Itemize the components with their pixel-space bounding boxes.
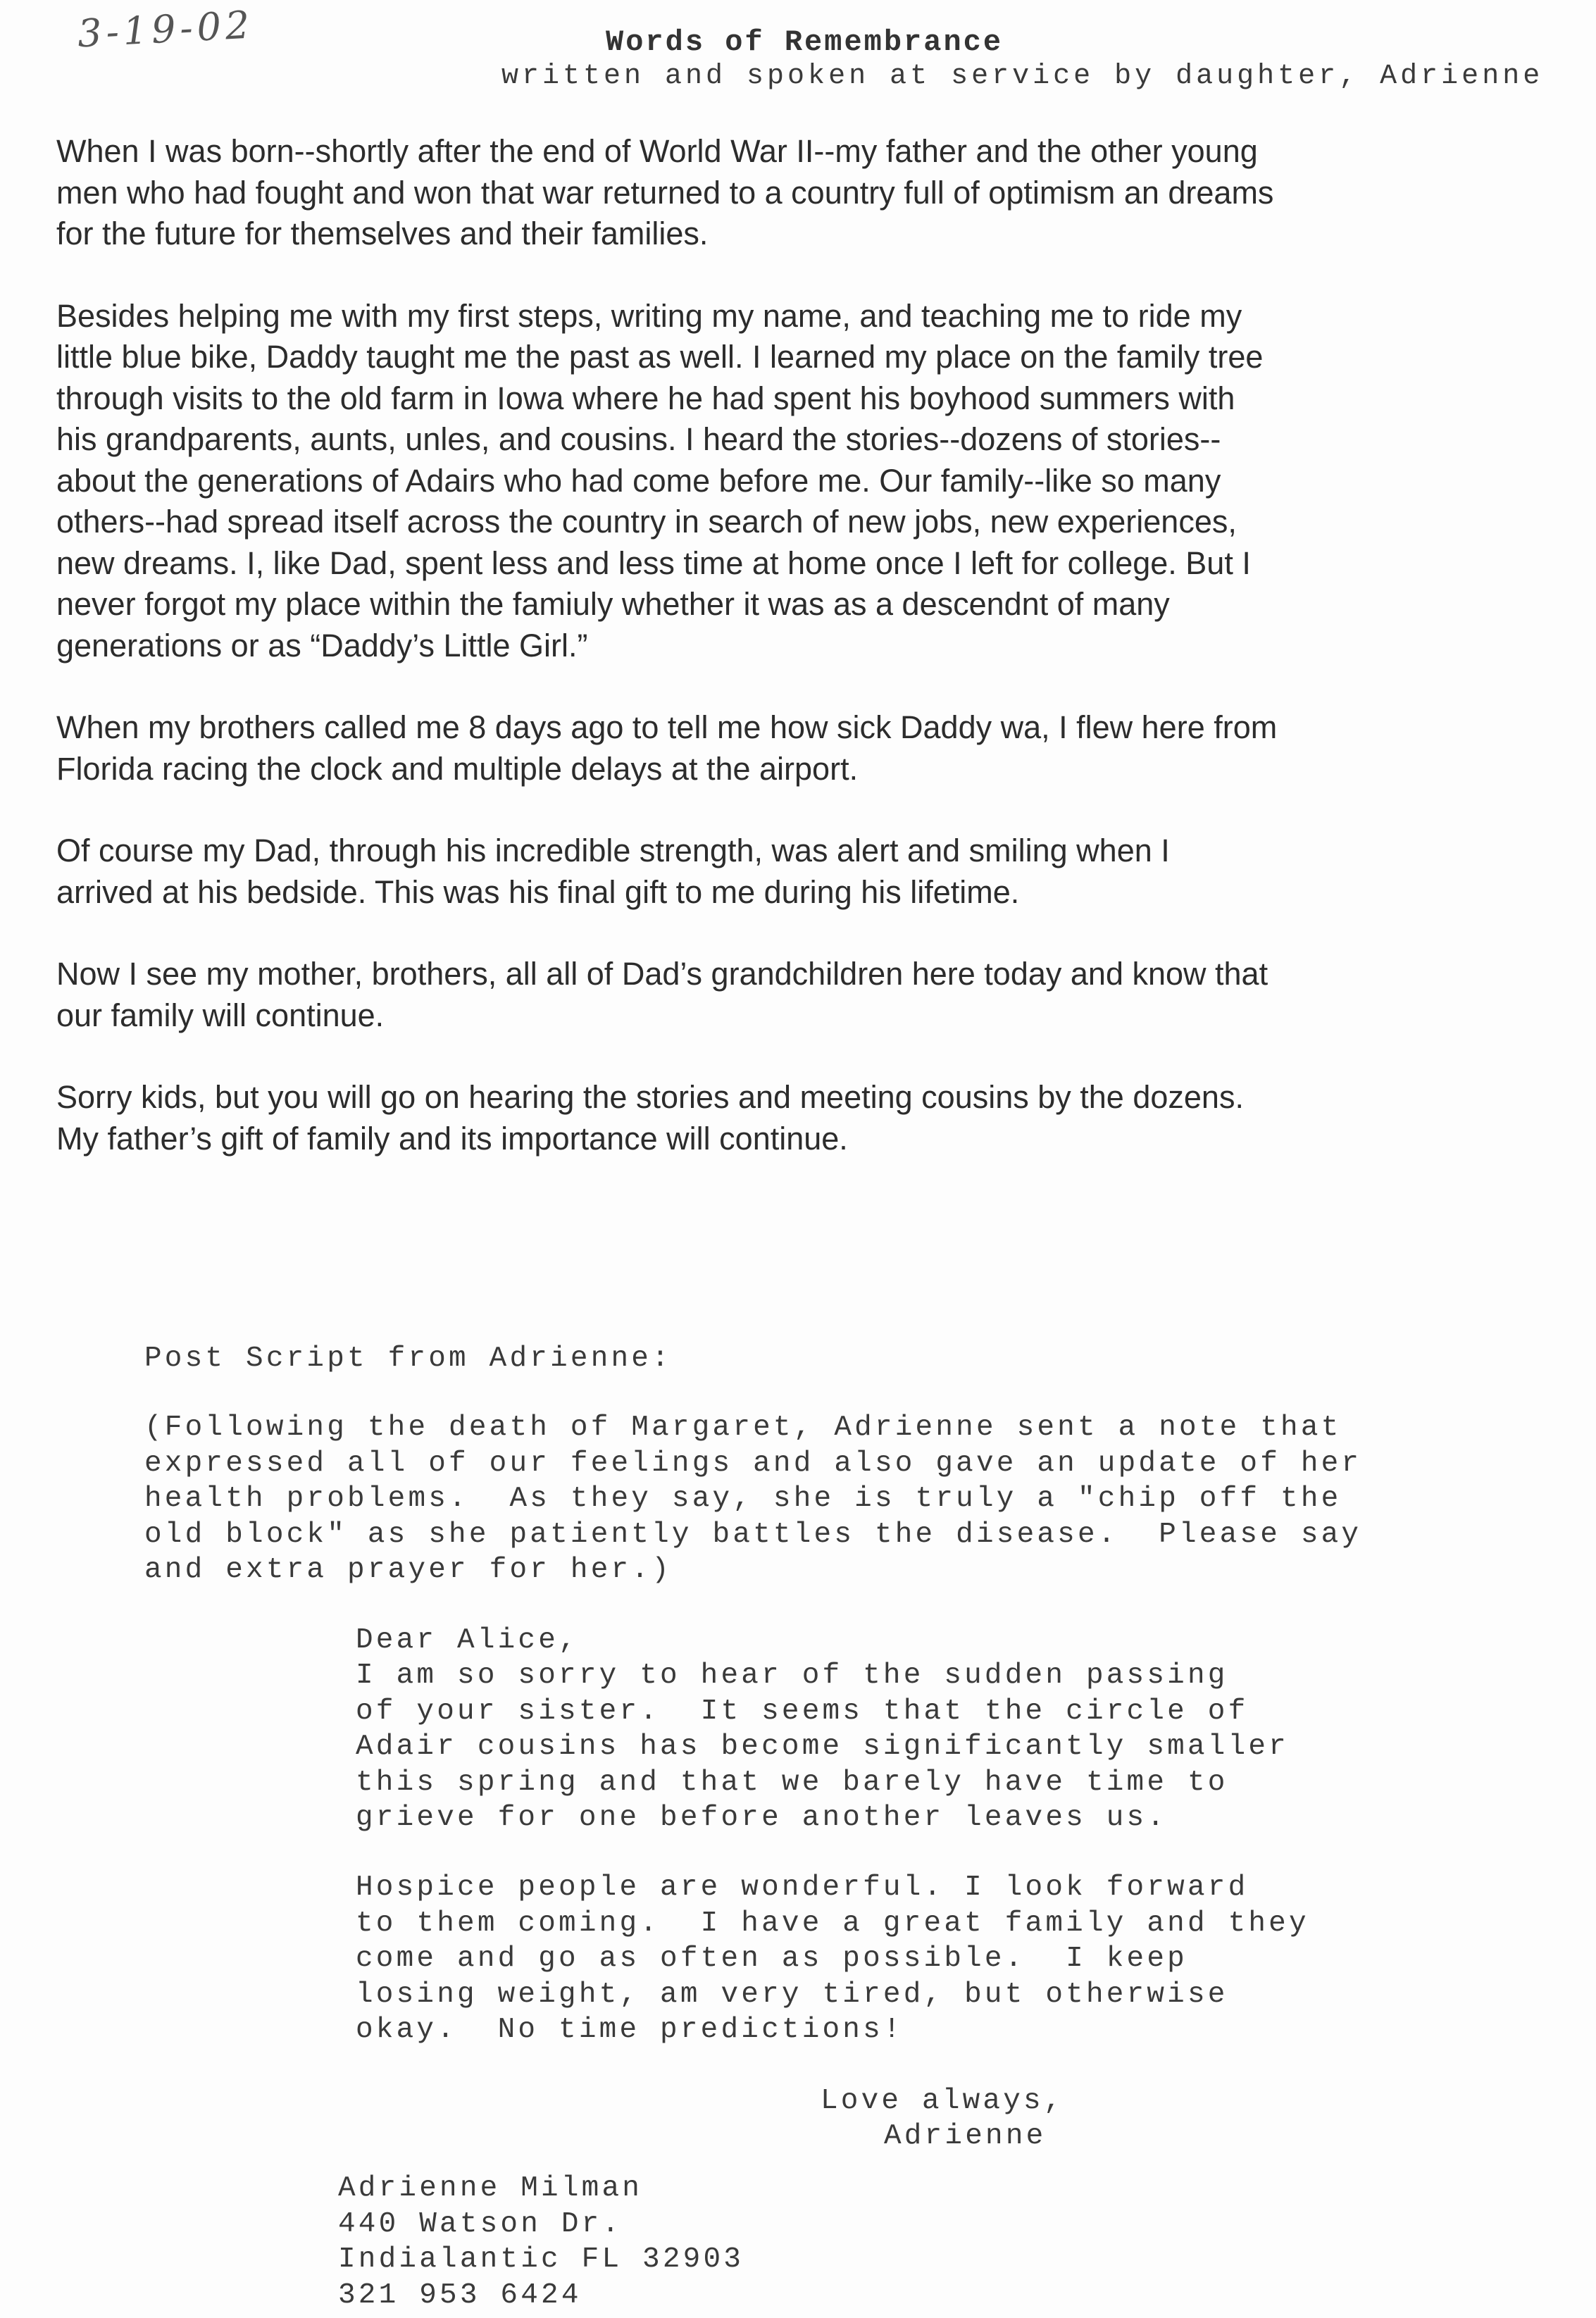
address-city-line: Indialantic FL 32903 (338, 2243, 744, 2276)
letter-paragraph-1: I am so sorry to hear of the sudden passing of your sister. It seems that the circle of Adair cousins has become significantly smaller this spring and that we barely have time to grieve for one before another leaves us. (356, 1659, 1289, 1834)
address-block (338, 2171, 744, 2313)
eulogy-paragraph-6: Sorry kids, but you will go on hearing the stories and meeting cousins by the dozens. My father’s gift of family and its importance will continue. (56, 1079, 1244, 1157)
eulogy-paragraph-5: Now I see my mother, brothers, all all of Dad’s grandchildren here today and know that our family will continue. (56, 956, 1268, 1033)
document-title: Words of Remembrance (606, 25, 1004, 59)
post-script-note: (Following the death of Margaret, Adrienne sent a note that expressed all of our feelings and also gave an update of her health problems. As they say, she is truly a "chip off the old block" as she patiently battles the disease. Please say and extra prayer for her.) (144, 1412, 1362, 1586)
eulogy-paragraph-2: Besides helping me with my first steps, writing my name, and teaching me to ride my little blue bike, Daddy taught me the past as well. I learned my place on the family tree through visits to the old farm in Iowa where he had spent his boyhood summers with his grandparents, aunts, unles, and cousins. I heard the stories--dozens of stories-- about the generations of Adairs who had come before me. Our family--like so many others--had spread itself across the country in search of new jobs, new experiences, new dreams. I, like Dad, spent less and less time at home once I left for college. But I never forgot my place within the famiuly whether it was as a descendnt of many generations or as “Daddy’s Little Girl.” (56, 297, 1264, 663)
handwritten-date: 3-19-02 (76, 2, 255, 56)
letter-paragraph-2: Hospice people are wonderful. I look forward to them coming. I have a great family and they come and go as often as possible. I keep losing weight, am very tired, but otherwise okay. No time predictions! (356, 1871, 1309, 2046)
eulogy-paragraph-4: Of course my Dad, through his incredible strength, was alert and smiling when I arrived at his bedside. This was his final gift to me during his lifetime. (56, 833, 1170, 910)
eulogy-body (56, 131, 1437, 1200)
eulogy-paragraph-1: When I was born--shortly after the end of World War II--my father and the other young men who had fought and won that war returned to a country full of optimism an dreams for the future for themselves and their families. (56, 133, 1274, 251)
document-subtitle: written and spoken at service by daughter, Adrienne (501, 61, 1544, 92)
address-phone: 321 953 6424 (338, 2279, 582, 2312)
address-name: Adrienne Milman (338, 2172, 643, 2205)
letter-signature: Adrienne (884, 2120, 1047, 2152)
post-script-heading: Post Script from Adrienne: (144, 1342, 672, 1375)
address-street: 440 Watson Dr. (338, 2207, 623, 2241)
eulogy-paragraph-3: When my brothers called me 8 days ago to tell me how sick Daddy wa, I flew here from Florida racing the clock and multiple delays at the airport. (56, 709, 1278, 787)
letter-salutation: Dear Alice, (356, 1624, 579, 1657)
letter-closing: Love always, (821, 2085, 1064, 2117)
